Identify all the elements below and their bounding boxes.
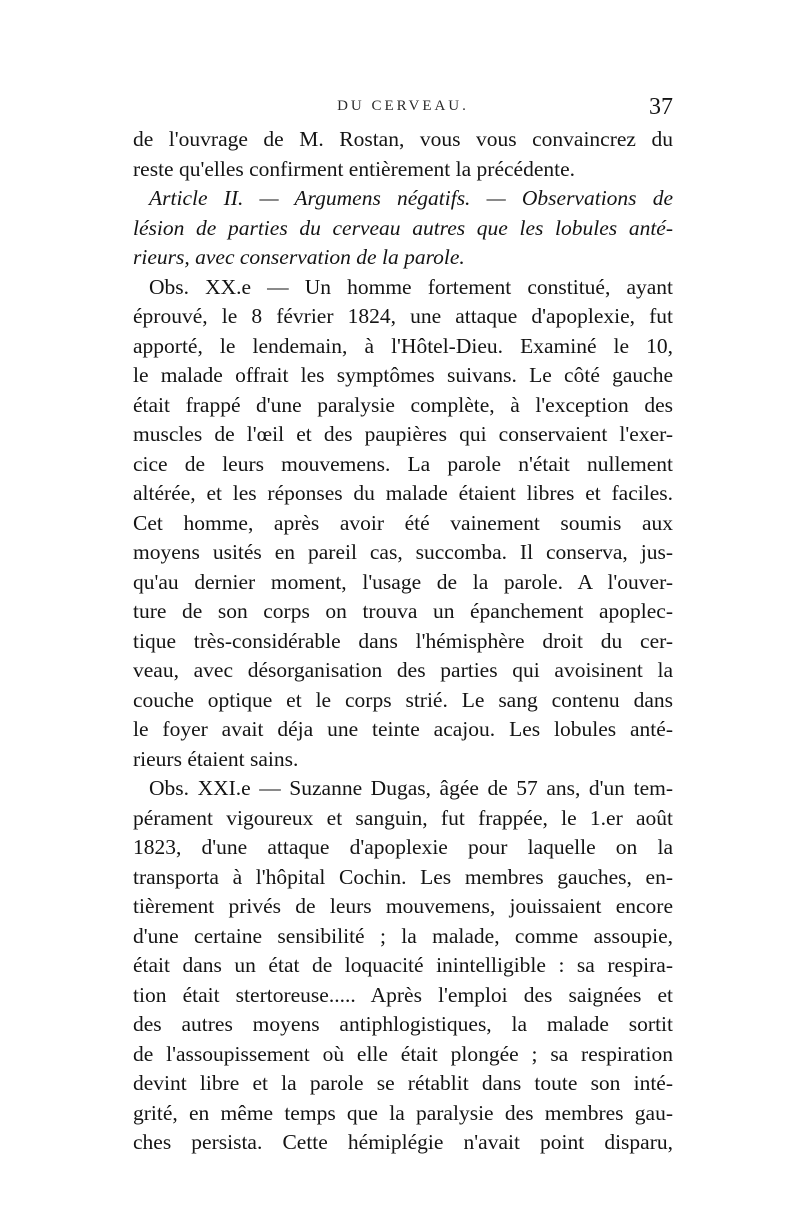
text-line: qu'au dernier moment, l'usage de la parole. A l'ouver- [133, 569, 673, 594]
text-line: devint libre et la parole se rétablit dans toute son inté- [133, 1071, 673, 1095]
text-line: tion était stertoreuse..... Après l'emploi des saignées et [133, 982, 673, 1007]
text-line: 1823, d'une attaque d'apoplexie pour laquelle on la [133, 835, 673, 859]
text-line: ture de son corps on trouva un épanchement apoplec- [133, 599, 673, 623]
text-line: le malade offrait les symptômes suivans. Le côté gauche [133, 363, 673, 387]
text-line: était dans un état de loquacité inintelligible : sa respira- [133, 953, 673, 977]
text-line: des autres moyens antiphlogistiques, la malade sortit [133, 1012, 673, 1036]
body-text [133, 125, 673, 1158]
section-heading-line: Article II. — Argumens négatifs. — Observations de [149, 186, 673, 210]
running-head: DU CERVEAU. [337, 98, 469, 114]
text-line: veau, avec désorganisation des parties qui avoisinent la [133, 658, 673, 682]
text-line: couche optique et le corps strié. Le sang contenu dans [133, 687, 673, 712]
text-line: moyens usités en pareil cas, succomba. Il conserva, jus- [133, 540, 673, 564]
text-line: grité, en même temps que la paralysie des membres gau- [133, 1100, 673, 1125]
text-line: cice de leurs mouvemens. La parole n'était nullement [133, 451, 673, 476]
text-line: transporta à l'hôpital Cochin. Les membres gauches, en- [133, 864, 673, 889]
text-line: de l'assoupissement où elle était plongée ; sa respiration [133, 1041, 673, 1066]
observation-start-line: Obs. XX.e — Un homme fortement constitué, ayant [149, 274, 673, 299]
text-line: de l'ouvrage de M. Rostan, vous vous convaincrez du [133, 127, 673, 151]
text-line: d'une certaine sensibilité ; la malade, comme assoupie, [133, 923, 673, 948]
text-line: ches persista. Cette hémiplégie n'avait point disparu, [133, 1130, 673, 1154]
section-heading-line: rieurs, avec conservation de la parole. [133, 245, 465, 269]
page-number: 37 [649, 94, 673, 120]
text-line: altérée, et les réponses du malade étaient libres et faciles. [133, 481, 673, 505]
section-heading-line: lésion de parties du cerveau autres que les lobules anté- [133, 215, 673, 240]
text-line: était frappé d'une paralysie complète, à l'exception des [133, 392, 673, 417]
text-line: apporté, le lendemain, à l'Hôtel-Dieu. Examiné le 10, [133, 333, 673, 358]
text-line: Cet homme, après avoir été vainement soumis aux [133, 510, 673, 535]
text-line: muscles de l'œil et des paupières qui conservaient l'exer- [133, 422, 673, 446]
page-header [133, 94, 673, 124]
observation-start-line: Obs. XXI.e — Suzanne Dugas, âgée de 57 ans, d'un tem- [149, 776, 673, 800]
text-line: tièrement privés de leurs mouvemens, jouissaient encore [133, 894, 673, 918]
text-line: rieurs étaient sains. [133, 746, 299, 771]
text-line: le foyer avait déja une teinte acajou. Les lobules anté- [133, 717, 673, 741]
text-line: tique très-considérable dans l'hémisphère droit du cer- [133, 628, 673, 653]
text-line: éprouvé, le 8 février 1824, une attaque d'apoplexie, fut [133, 304, 673, 328]
text-line: pérament vigoureux et sanguin, fut frappée, le 1.er août [133, 805, 673, 830]
text-line: reste qu'elles confirment entièrement la précédente. [133, 156, 576, 181]
